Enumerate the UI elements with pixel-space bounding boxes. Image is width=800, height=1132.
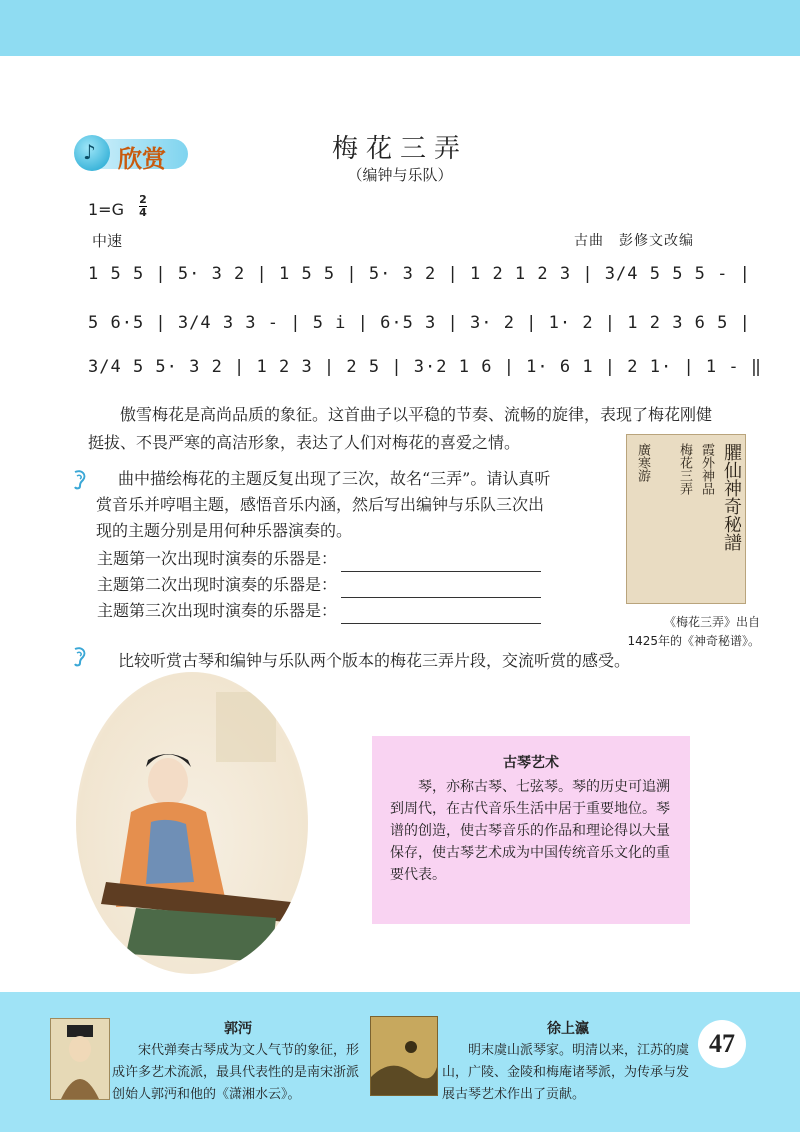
xu-shangying-image bbox=[370, 1016, 438, 1096]
listening-ear-icon bbox=[68, 645, 90, 667]
meter-top: 2 bbox=[139, 193, 147, 206]
info-box-heading: 古琴艺术 bbox=[503, 755, 559, 771]
person-xu-shangying bbox=[442, 1018, 694, 1106]
ear-icon: ♪ bbox=[74, 135, 110, 171]
manuscript-column: 霞外神品 bbox=[699, 443, 714, 495]
score-line-3: 3/4 5 5· 3 2 | 1 2 3 | 2 5 | 3·2 1 6 | 1· 6 1 | 2 1· | 1 - ‖ bbox=[88, 357, 763, 377]
person-guo-mian bbox=[112, 1018, 364, 1106]
answer-row bbox=[97, 598, 541, 624]
manuscript-column: 廣寒游 bbox=[635, 443, 650, 482]
answer-row bbox=[97, 572, 541, 598]
badge-label: 欣赏 bbox=[118, 145, 166, 173]
page-title: 梅花三弄 bbox=[331, 134, 468, 164]
top-banner bbox=[0, 0, 800, 56]
page-subtitle: （编钟与乐队） bbox=[347, 166, 453, 184]
xu-shangying-drawing bbox=[371, 1017, 437, 1095]
person-description: 宋代弹奏古琴成为文人气节的象征，形成许多艺术流派，最具代表性的是南宋浙派创始人郭沔和他的《潇湘水云》。 bbox=[112, 1043, 360, 1102]
caption-line: 1425年的《神奇秘谱》。 bbox=[627, 634, 760, 648]
question-compare: 比较听赏古琴和编钟与乐队两个版本的梅花三弄片段，交流听赏的感受。 bbox=[118, 651, 631, 670]
manuscript-title: 臞仙神奇秘譜 bbox=[721, 443, 742, 551]
manuscript-caption bbox=[600, 613, 760, 651]
info-box-body: 琴，亦称古琴、七弦琴。琴的历史可追溯到周代，在古代音乐生活中居于重要地位。琴谱的创造，使古琴音乐的作品和理论得以大量保存，使古琴艺术成为中国传统音乐文化的重要代表。 bbox=[390, 779, 670, 883]
answer-blank[interactable] bbox=[341, 553, 541, 572]
answer-prompt: 主题第一次出现时演奏的乐器是： bbox=[97, 549, 338, 568]
composer-credit: 古曲 彭修文改编 bbox=[574, 233, 694, 249]
score-line-1: 1 5 5 | 5· 3 2 | 1 5 5 | 5· 3 2 | 1 2 1 2 3 | 3/4 5 5 5 - | bbox=[88, 264, 751, 284]
guqin-player-drawing bbox=[76, 672, 308, 974]
answer-blank[interactable] bbox=[341, 605, 541, 624]
manuscript-image bbox=[626, 434, 746, 604]
listening-ear-icon bbox=[68, 468, 90, 490]
person-name: 徐上瀛 bbox=[547, 1021, 589, 1037]
person-name: 郭沔 bbox=[224, 1021, 252, 1037]
answer-blank[interactable] bbox=[341, 579, 541, 598]
meter-bottom: 4 bbox=[139, 206, 147, 219]
tempo-marking: 中速 bbox=[92, 232, 123, 250]
answer-list bbox=[97, 546, 541, 624]
score-line-2: 5 6·5 | 3/4 3 3 - | 5 i | 6·5 3 | 3· 2 | 1· 2 | 1 2 3 6 5 | bbox=[88, 313, 751, 333]
caption-line: 《梅花三弄》出自 bbox=[663, 615, 760, 629]
answer-row bbox=[97, 546, 541, 572]
intro-paragraph: 傲雪梅花是高尚品质的象征。这首曲子以平稳的节奏、流畅的旋律，表现了梅花刚健挺拔、不畏严寒的高洁形象，表达了人们对梅花的喜爱之情。 bbox=[88, 405, 713, 452]
answer-prompt: 主题第三次出现时演奏的乐器是： bbox=[97, 601, 338, 620]
question-themes: 曲中描绘梅花的主题反复出现了三次，故名“三弄”。请认真听赏音乐并哼唱主题，感悟音乐内涵，然后写出编钟与乐队三次出现的主题分别是用何种乐器演奏的。 bbox=[96, 469, 551, 540]
person-description: 明末虞山派琴家。明清以来，江苏的虞山，广陵、金陵和梅庵诸琴派，为传承与发展古琴艺术作出了贡献。 bbox=[442, 1043, 690, 1102]
answer-prompt: 主题第二次出现时演奏的乐器是： bbox=[97, 575, 338, 594]
manuscript-column: 梅花三弄 bbox=[677, 443, 692, 495]
appreciation-badge bbox=[74, 135, 192, 173]
guo-mian-portrait bbox=[50, 1018, 110, 1100]
guqin-art-info-box bbox=[372, 736, 690, 924]
score-key: 1=G bbox=[88, 200, 124, 219]
guqin-player-illustration bbox=[76, 672, 308, 974]
time-signature bbox=[139, 194, 147, 219]
guo-mian-drawing bbox=[51, 1019, 109, 1099]
page-number: 47 bbox=[698, 1020, 746, 1068]
